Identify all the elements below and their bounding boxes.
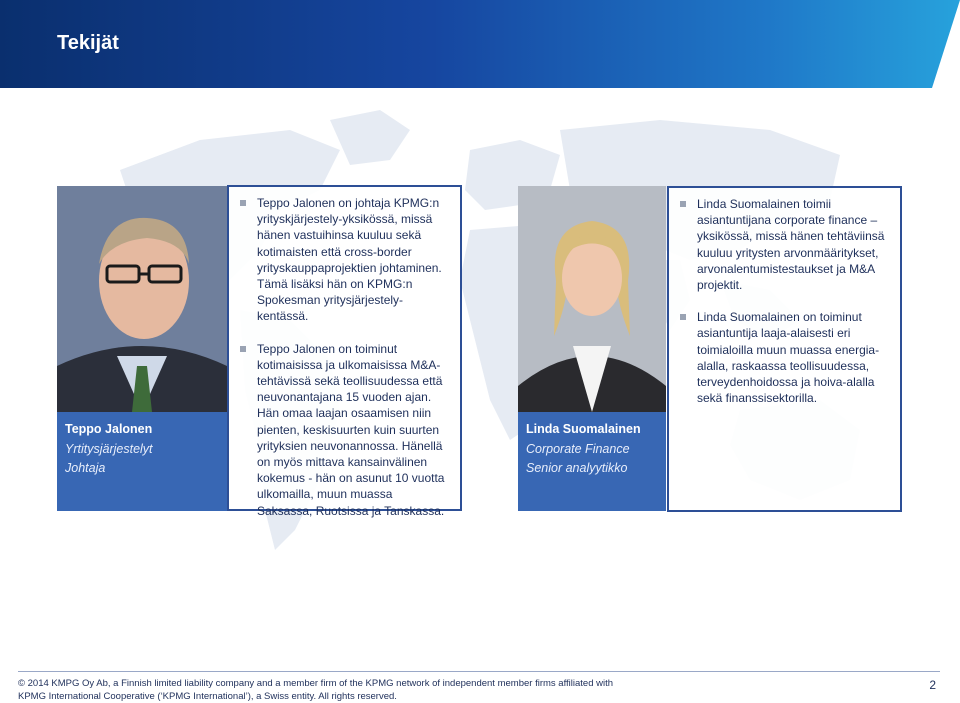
header-band xyxy=(0,0,960,88)
bio-text: Linda Suomalainen toimii asiantuntijana corporate finance – yksikössä, missä hänen tehtäviinsä kuuluu yritysten arvonmääritykset, arvonalentumistestaukset ja M&A projektit. xyxy=(697,197,884,292)
bio-box-teppo-jalonen xyxy=(227,185,462,511)
square-bullet-icon xyxy=(240,200,246,206)
person-role: Johtaja xyxy=(65,461,219,475)
name-card-teppo-jalonen xyxy=(57,412,227,511)
bio-text: Teppo Jalonen on toiminut kotimaisissa ja ulkomaisissa M&A-tehtävissä sekä teollisuudessa että neuvonantajana 15 vuoden ajan. Hän omaa laajan osaamisen niin pienten, keskisuurten kuin suurten yrityksien neuvonannossa. Hänellä on myös mittava kansainvälinen kokemus - hän on asunut 10 vuotta ulkomailla, muun muassa Saksassa, Ruotsissa ja Tanskassa. xyxy=(257,342,444,518)
portrait-illustration xyxy=(57,186,227,412)
person-role: Senior analyytikko xyxy=(526,461,658,475)
footer-line-2: KPMG International Cooperative (‘KPMG International’), a Swiss entity. All rights reserved. xyxy=(18,691,798,703)
square-bullet-icon xyxy=(680,201,686,207)
bio-box-linda-suomalainen xyxy=(667,186,902,512)
bio-item xyxy=(237,195,450,325)
square-bullet-icon xyxy=(240,346,246,352)
footer-line-1: © 2014 KMPG Oy Ab, a Finnish limited liability company and a member firm of the KPMG network of independent member firms affiliated with xyxy=(18,678,798,691)
name-card-linda-suomalainen xyxy=(518,412,666,511)
bio-item xyxy=(677,309,890,406)
map-greenland xyxy=(330,110,410,165)
footer-copyright xyxy=(18,678,798,703)
portrait-photo-linda-suomalainen xyxy=(518,186,666,412)
page-title: Tekijät xyxy=(57,32,119,55)
person-name: Linda Suomalainen xyxy=(526,422,658,436)
person-department: Yrtitysjärjestelyt xyxy=(65,442,219,456)
bio-text: Linda Suomalainen on toiminut asiantuntija laaja-alaisesti eri toimialoilla muun muassa energia-alalla, raskaassa teollisuudessa, terveydenhoidossa ja hoiva-alalla sekä finanssisektorilla. xyxy=(697,310,879,405)
bio-item xyxy=(237,341,450,519)
portrait-illustration xyxy=(518,186,666,412)
footer-divider xyxy=(18,671,940,672)
person-department: Corporate Finance xyxy=(526,442,658,456)
bio-list xyxy=(677,196,890,406)
bio-text: Teppo Jalonen on johtaja KPMG:n yrityskjärjestely-yksikössä, missä hänen vastuihinsa kuuluu sekä kotimaisten että cross-border yrityskauppaprojektien johtaminen. Tämä lisäksi hän on KPMG:n Spokesman yritysjärjestely-kentässä. xyxy=(257,196,442,323)
bio-list xyxy=(237,195,450,519)
page-number: 2 xyxy=(929,678,936,692)
person-name: Teppo Jalonen xyxy=(65,422,219,436)
portrait-photo-teppo-jalonen xyxy=(57,186,227,412)
square-bullet-icon xyxy=(680,314,686,320)
bio-item xyxy=(677,196,890,293)
